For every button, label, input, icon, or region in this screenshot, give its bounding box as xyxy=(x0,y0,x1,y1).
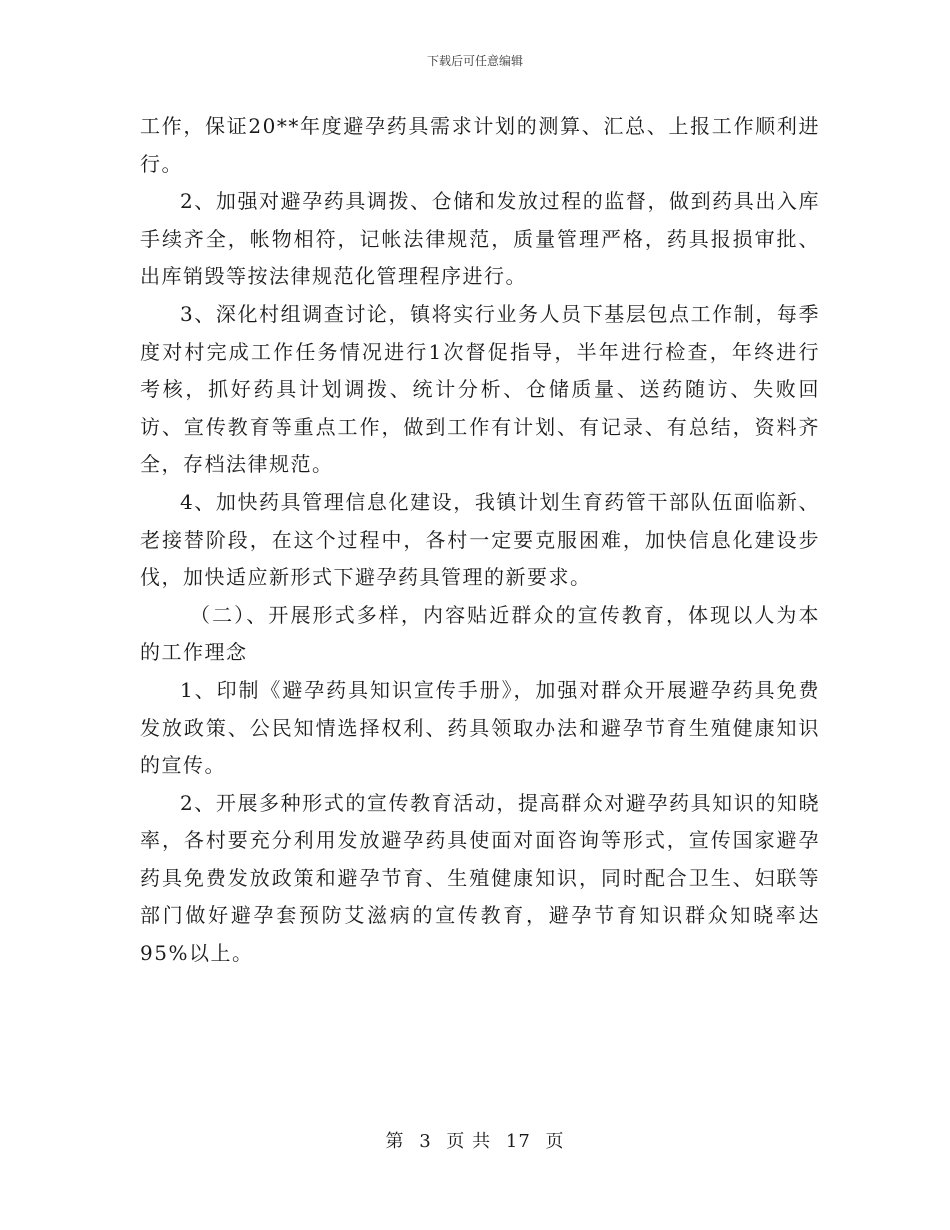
paragraph-item-2: 2、加强对避孕药具调拨、仓储和发放过程的监督，做到药具出入库手续齐全，帐物相符，记帐法律规范，质量管理严格，药具报损审批、出库销毁等按法律规范化管理程序进行。 xyxy=(140,189,820,289)
footer-total-pages: 17 xyxy=(505,1131,531,1152)
paragraph-item-4: 4、加快药具管理信息化建设，我镇计划生育药管干部队伍面临新、老接替阶段，在这个过程中，各村一定要克服困难，加快信息化建设步伐，加快适应新形式下避孕药具管理的新要求。 xyxy=(140,489,820,590)
paragraph-sec2-item-1: 1、印制《避孕药具知识宣传手册》，加强对群众开展避孕药具免费发放政策、公民知情选择权利、药具领取办法和避孕节育生殖健康知识的宣传。 xyxy=(140,677,820,778)
footer-page-number: 3 xyxy=(419,1131,432,1152)
footer-prefix: 第 xyxy=(385,1131,405,1152)
footer-middle: 页 共 xyxy=(446,1131,492,1152)
document-body xyxy=(140,108,820,973)
paragraph-continuation: 工作，保证20**年度避孕药具需求计划的测算、汇总、上报工作顺利进行。 xyxy=(140,114,820,176)
footer-suffix: 页 xyxy=(545,1131,565,1152)
page-footer xyxy=(0,1127,950,1153)
paragraph-item-3: 3、深化村组调查讨论，镇将实行业务人员下基层包点工作制，每季度对村完成工作任务情况进行1次督促指导，半年进行检查，年终进行考核，抓好药具计划调拨、统计分析、仓储质量、送药随访、失败回访、宣传教育等重点工作，做到工作有计划、有记录、有总结，资料齐全，存档法律规范。 xyxy=(140,301,820,477)
page-header: 下载后可任意编辑 xyxy=(426,54,523,68)
section-heading-2: （二）、开展形式多样，内容贴近群众的宣传教育，体现以人为本的工作理念 xyxy=(140,602,820,665)
paragraph-sec2-item-2: 2、开展多种形式的宣传教育活动，提高群众对避孕药具知识的知晓率，各村要充分利用发放避孕药具使面对面咨询等形式，宣传国家避孕药具免费发放政策和避孕节育、生殖健康知识，同时配合卫生、妇联等部门做好避孕套预防艾滋病的宣传教育，避孕节育知识群众知晓率达95%以上。 xyxy=(140,790,820,966)
